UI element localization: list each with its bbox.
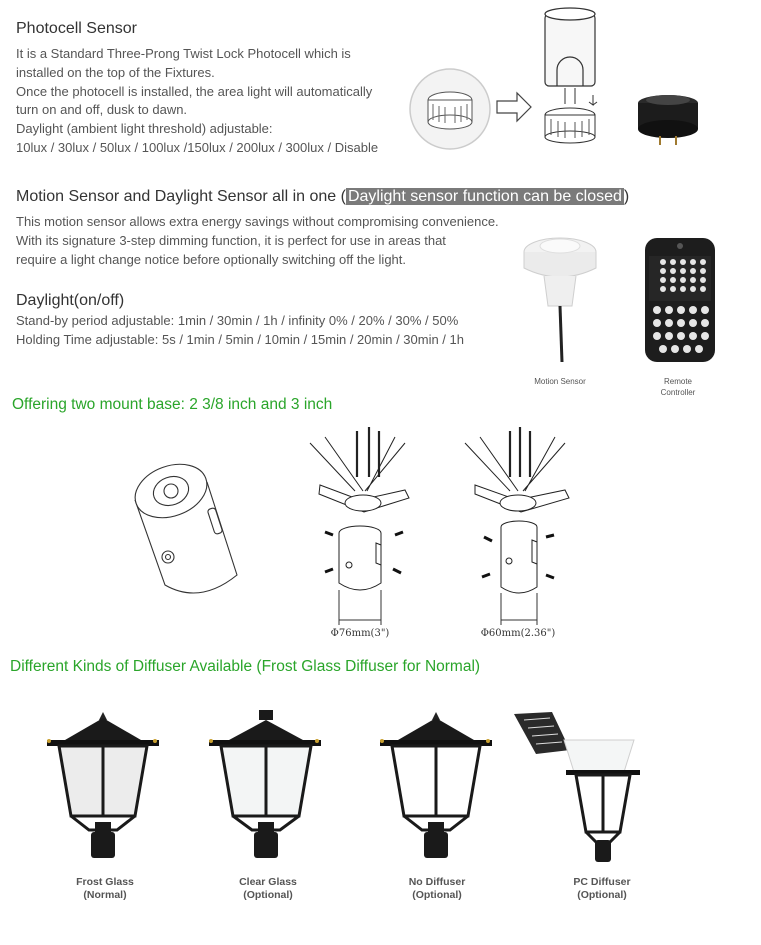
lamp-clear-label [218,876,318,902]
photocell-line: 10lux / 30lux / 50lux / 100lux /150lux / 200lux / 300lux / Disable [16,139,379,155]
photocell-line: It is a Standard Three-Prong Twist Lock Photocell which is [16,46,351,61]
motion-line: require a light change notice before optionally switching off the light. [16,251,407,267]
daylight-description [16,312,516,350]
photocell-title: Photocell Sensor [16,20,137,37]
motion-title-text: Motion Sensor and Daylight Sensor all in one ( [16,188,346,205]
remote-caption-line: Controller [660,388,696,397]
lamp-clear-glass [207,708,322,870]
mount-title: Offering two mount base: 2 3/8 inch and 3 inch [12,396,333,413]
lamp-no-diffuser [378,710,493,870]
diffuser-title: Different Kinds of Diffuser Available (Frost Glass Diffuser for Normal) [10,658,481,675]
photocell-line: installed on the top of the Fixtures. [16,64,215,80]
motion-title-highlight: Daylight sensor function can be closed [347,188,622,205]
remote-controller-illustration [643,236,719,366]
daylight-line: Stand-by period adjustable: 1min / 30min / 1h / infinity 0% / 20% / 30% / 50% [16,313,459,328]
motion-sensor-illustration [510,230,610,370]
lamp-frost-glass [45,710,160,870]
motion-description [16,213,516,269]
lamp-name: Frost Glass [76,876,134,888]
mount-dim-2-36inch: Φ60mm(2.36") [480,628,556,639]
mount-dim-3inch: Φ76mm(3") [330,628,390,639]
lamp-name: PC Diffuser [573,876,631,888]
remote-caption [638,376,718,398]
lamp-note: (Optional) [577,889,627,901]
motion-line: With its signature 3-step dimming function, it is perfect for use in areas that [16,232,446,248]
motion-title [16,188,629,206]
photocell-line: turn on and off, dusk to dawn. [16,102,188,118]
remote-caption-line: Remote [663,377,692,386]
mount-drawing-2-36inch [460,425,580,645]
motion-sensor-caption: Motion Sensor [534,377,586,386]
motion-title-close: ) [623,188,630,205]
daylight-title: Daylight(on/off) [16,292,125,309]
lamp-pc-label [552,876,652,902]
mount-drawing-3inch [305,425,415,645]
lamp-note: (Normal) [83,889,127,901]
lamp-note: (Optional) [412,889,462,901]
lamp-name: No Diffuser [408,876,466,888]
lamp-note: (Optional) [243,889,293,901]
photocell-illustration [405,0,705,160]
lamp-no-diffuser-label [387,876,487,902]
photocell-line: Once the photocell is installed, the area light will automatically [16,83,373,99]
daylight-line: Holding Time adjustable: 5s / 1min / 5min / 10min / 15min / 20min / 30min / 1h [16,331,464,347]
photocell-line: Daylight (ambient light threshold) adjustable: [16,121,273,137]
mount-base-sketch [125,460,245,600]
lamp-frost-label [55,876,155,902]
photocell-description [16,45,406,158]
motion-line: This motion sensor allows extra energy savings without compromising convenience. [16,214,499,229]
lamp-pc-diffuser [512,710,642,870]
lamp-name: Clear Glass [239,876,297,888]
